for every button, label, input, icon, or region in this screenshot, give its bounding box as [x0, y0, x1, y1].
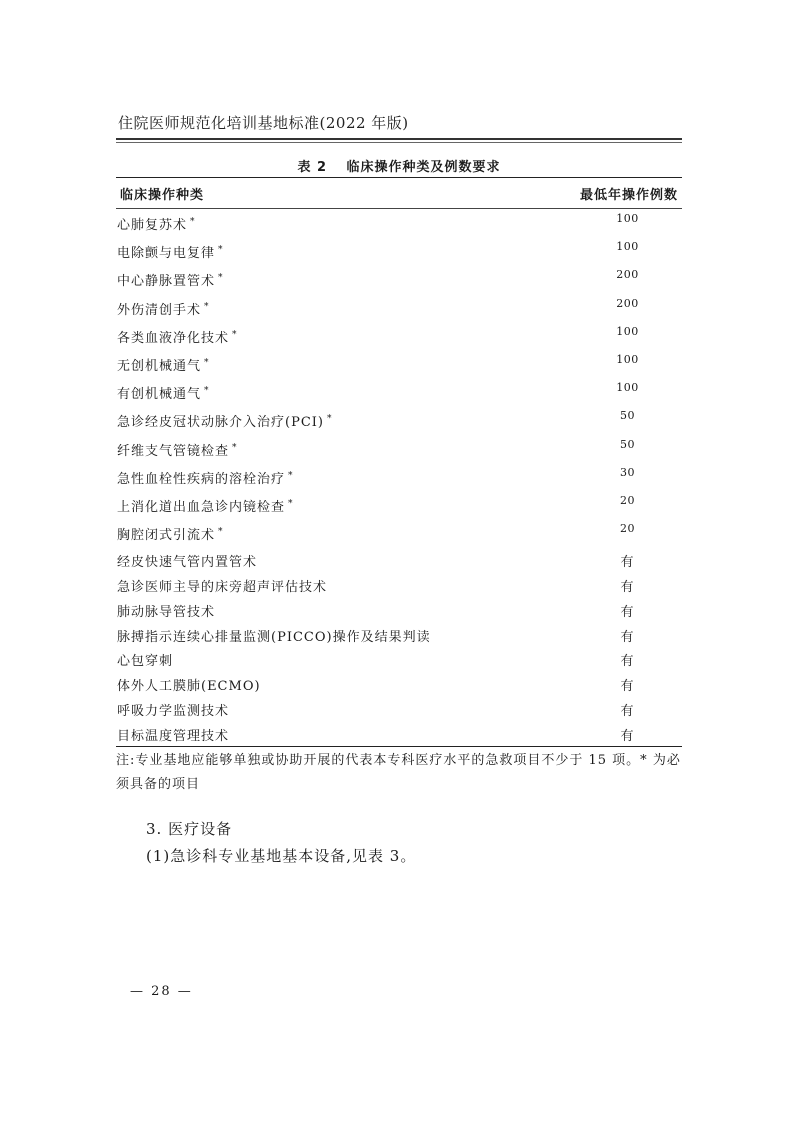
- procedure-name: [116, 355, 537, 374]
- column-header-procedure: 临床操作种类: [120, 187, 205, 203]
- procedure-name-text: 纤维支气管镜检查: [117, 443, 230, 459]
- table-row: [116, 378, 682, 406]
- procedure-name-text: 体外人工膜肺(ECMO): [117, 679, 261, 695]
- min-count-value: 有: [620, 728, 635, 744]
- min-count-value: 100: [616, 381, 639, 395]
- required-mark: *: [190, 217, 196, 227]
- procedure-name-text: 无创机械通气: [117, 358, 202, 374]
- body-paragraph: (1)急诊科专业基地基本设备,见表 3。: [146, 847, 417, 865]
- required-mark: *: [204, 301, 210, 312]
- procedure-name: [116, 675, 537, 694]
- table-row: [116, 547, 682, 572]
- table-row: [116, 294, 682, 322]
- min-count-value: 有: [620, 704, 635, 720]
- min-count-value: 有: [620, 604, 635, 620]
- table-row: [116, 350, 682, 378]
- procedure-name-text: 经皮快速气管内置管术: [117, 555, 258, 571]
- table-row: [116, 237, 682, 265]
- min-count-value: 有: [620, 654, 635, 670]
- procedure-name-text: 中心静脉置管术: [117, 274, 216, 290]
- procedure-name: [116, 601, 537, 620]
- required-mark: *: [218, 527, 224, 538]
- min-count-value: 200: [616, 296, 639, 310]
- min-count-value: 100: [616, 324, 639, 338]
- min-count-value: 50: [620, 409, 635, 423]
- required-mark: *: [204, 386, 210, 397]
- min-count-value: 30: [620, 465, 635, 479]
- table-header-row: [116, 178, 682, 209]
- procedure-name-text: 急诊经皮冠状动脉介入治疗(PCI): [117, 415, 324, 431]
- table-row: [116, 406, 682, 434]
- procedure-name: [116, 327, 537, 346]
- required-mark: *: [232, 442, 238, 453]
- table-row: [116, 696, 682, 721]
- procedure-name-text: 呼吸力学监测技术: [117, 704, 230, 720]
- table-row: [116, 646, 682, 671]
- table-caption-number: 表 2: [297, 160, 328, 175]
- required-mark: *: [204, 357, 210, 368]
- procedure-name-text: 急性血栓性疾病的溶栓治疗: [117, 471, 286, 487]
- table-row: [116, 209, 682, 237]
- procedure-name-text: 胸腔闭式引流术: [117, 528, 216, 544]
- table-row: [116, 572, 682, 597]
- required-mark: *: [326, 414, 333, 425]
- section-title: 3. 医疗设备: [146, 820, 233, 838]
- required-mark: *: [218, 245, 224, 256]
- procedure-name: [116, 626, 537, 645]
- procedure-name: [116, 411, 537, 430]
- min-count-value: 100: [616, 352, 639, 366]
- procedure-name-text: 肺动脉导管技术: [117, 604, 216, 620]
- table-row: [116, 265, 682, 293]
- min-count-value: 200: [616, 268, 639, 282]
- procedure-name: [116, 242, 537, 261]
- procedure-name-text: 脉搏指示连续心排量监测(PICCO)操作及结果判读: [117, 629, 431, 645]
- procedure-name: [116, 650, 537, 669]
- procedure-name: [116, 524, 537, 543]
- procedure-name: [116, 383, 537, 402]
- table-row: [116, 721, 682, 746]
- procedure-name-text: 心包穿刺: [117, 654, 174, 670]
- procedure-name-text: 有创机械通气: [117, 387, 202, 403]
- min-count-value: 有: [620, 580, 635, 596]
- table-row: [116, 622, 682, 647]
- header-rule-thin: [116, 142, 682, 143]
- min-count-value: 100: [616, 240, 639, 254]
- required-mark: *: [288, 498, 294, 509]
- procedure-name-text: 外伤清创手术: [117, 302, 202, 318]
- table-row: [116, 671, 682, 696]
- procedure-name: [116, 496, 537, 515]
- procedure-name-text: 心肺复苏术: [117, 218, 188, 233]
- required-mark: *: [218, 273, 224, 284]
- required-mark: *: [288, 470, 294, 481]
- procedure-name: [116, 700, 537, 719]
- procedure-name: [116, 440, 537, 459]
- table-body: [116, 209, 682, 747]
- min-count-value: 有: [620, 555, 635, 571]
- procedure-name-text: 各类血液净化技术: [117, 330, 230, 346]
- column-header-min-count: 最低年操作例数: [579, 187, 678, 203]
- procedure-name: [116, 299, 537, 318]
- procedure-name: [116, 725, 537, 744]
- table-row: [116, 491, 682, 519]
- min-count-value: 20: [620, 493, 635, 507]
- table-row: [116, 519, 682, 547]
- table-note: 注:专业基地应能够单独或协助开展的代表本专科医疗水平的急救项目不少于 15 项。* 为必须具备的项目: [116, 753, 681, 792]
- table-row: [116, 597, 682, 622]
- page-number: — 28 —: [130, 984, 193, 999]
- required-mark: *: [232, 329, 238, 340]
- procedure-name-text: 电除颤与电复律: [117, 246, 216, 262]
- procedure-name-text: 急诊医师主导的床旁超声评估技术: [117, 580, 328, 596]
- procedure-name: [116, 270, 537, 289]
- min-count-value: 100: [616, 212, 639, 225]
- min-count-value: 50: [620, 437, 635, 451]
- procedure-name-text: 目标温度管理技术: [117, 728, 230, 744]
- procedure-name: [116, 468, 537, 487]
- header-rule: [116, 138, 682, 140]
- procedure-table: [116, 177, 682, 747]
- table-row: [116, 435, 682, 463]
- procedure-name: [116, 576, 537, 595]
- procedure-name-text: 上消化道出血急诊内镜检查: [117, 499, 286, 515]
- table-row: [116, 322, 682, 350]
- procedure-name: [116, 214, 537, 233]
- table-caption: [116, 156, 682, 175]
- min-count-value: 有: [620, 629, 635, 645]
- table-row: [116, 463, 682, 491]
- min-count-value: 20: [620, 522, 635, 536]
- procedure-name: [116, 551, 537, 570]
- running-header: 住院医师规范化培训基地标准(2022 年版): [118, 114, 409, 132]
- min-count-value: 有: [620, 679, 635, 695]
- table-caption-title: 临床操作种类及例数要求: [346, 160, 501, 175]
